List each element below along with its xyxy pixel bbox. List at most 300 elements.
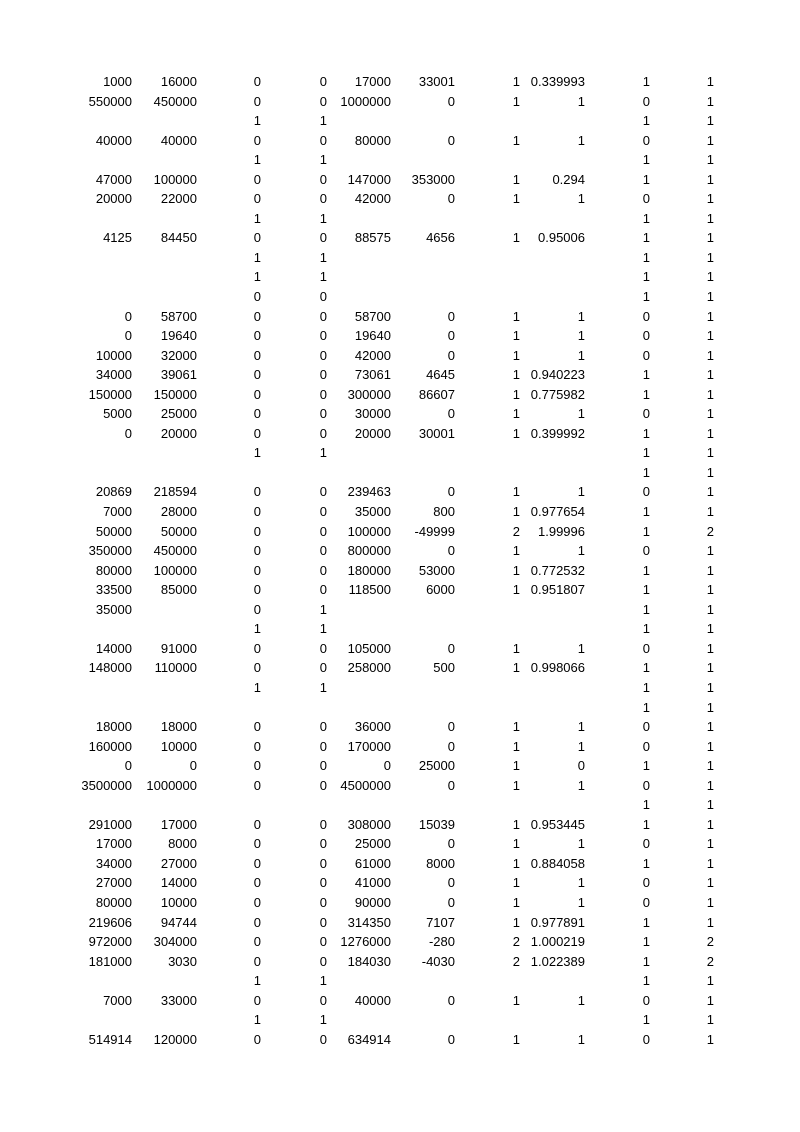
- table-cell-col-10: 1: [706, 582, 714, 598]
- table-cell-col-9: 1: [642, 230, 650, 246]
- table-cell-col-3: 0: [253, 406, 261, 422]
- table-cell-col-1: 514914: [88, 1031, 132, 1047]
- table-cell-col-10: 1: [706, 191, 714, 207]
- table-cell-col-10: 1: [706, 875, 714, 891]
- table-cell-col-3: 0: [253, 562, 261, 578]
- table-cell-col-3: 0: [253, 386, 261, 402]
- table-cell-col-10: 1: [706, 992, 714, 1008]
- table-row: [0, 952, 800, 972]
- table-cell-col-4: 0: [319, 914, 327, 930]
- table-cell-col-6: 800: [433, 504, 455, 520]
- table-cell-col-9: 0: [642, 836, 650, 852]
- table-cell-col-6: 30001: [418, 425, 455, 441]
- table-cell-col-3: 1: [253, 210, 261, 226]
- table-cell-col-10: 1: [706, 425, 714, 441]
- table-cell-col-8: 1: [577, 93, 585, 109]
- table-cell-col-1: 34000: [95, 855, 132, 871]
- table-cell-col-9: 0: [642, 347, 650, 363]
- table-cell-col-3: 0: [253, 484, 261, 500]
- table-cell-col-10: 1: [706, 973, 714, 989]
- table-cell-col-2: 14000: [160, 875, 197, 891]
- table-row: [0, 92, 800, 112]
- table-cell-col-9: 1: [642, 289, 650, 305]
- table-cell-col-10: 1: [706, 601, 714, 617]
- table-cell-col-2: 0: [189, 758, 197, 774]
- table-cell-col-2: 20000: [160, 425, 197, 441]
- table-cell-col-1: 33500: [95, 582, 132, 598]
- table-cell-col-4: 0: [319, 719, 327, 735]
- table-cell-col-3: 1: [253, 113, 261, 129]
- table-row: [0, 365, 800, 385]
- table-cell-col-5: 30000: [354, 406, 391, 422]
- table-cell-col-8: 0.998066: [530, 660, 585, 676]
- table-cell-col-5: 42000: [354, 191, 391, 207]
- table-cell-col-4: 1: [319, 445, 327, 461]
- table-cell-col-4: 0: [319, 562, 327, 578]
- table-cell-col-4: 0: [319, 74, 327, 89]
- table-cell-col-4: 0: [319, 836, 327, 852]
- table-cell-col-7: 1: [512, 347, 520, 363]
- table-cell-col-2: 218594: [153, 484, 197, 500]
- table-cell-col-2: 91000: [160, 640, 197, 656]
- table-cell-col-2: 58700: [160, 308, 197, 324]
- table-cell-col-9: 1: [642, 953, 650, 969]
- table-cell-col-7: 1: [512, 484, 520, 500]
- table-cell-col-1: 14000: [95, 640, 132, 656]
- table-cell-col-3: 0: [253, 953, 261, 969]
- table-cell-col-2: 27000: [160, 855, 197, 871]
- table-cell-col-5: 180000: [347, 562, 391, 578]
- table-cell-col-5: 58700: [354, 308, 391, 324]
- table-cell-col-10: 1: [706, 758, 714, 774]
- table-cell-col-10: 1: [706, 445, 714, 461]
- table-cell-col-9: 1: [642, 504, 650, 520]
- table-cell-col-9: 1: [642, 679, 650, 695]
- table-cell-col-10: 1: [706, 836, 714, 852]
- table-cell-col-4: 0: [319, 191, 327, 207]
- table-cell-col-1: 20869: [95, 484, 132, 500]
- table-cell-col-8: 1: [577, 992, 585, 1008]
- table-cell-col-1: 7000: [103, 504, 132, 520]
- table-cell-col-4: 0: [319, 289, 327, 305]
- table-cell-col-9: 1: [642, 523, 650, 539]
- table-cell-col-10: 1: [706, 308, 714, 324]
- table-cell-col-8: 1: [577, 875, 585, 891]
- table-cell-col-2: 450000: [153, 93, 197, 109]
- table-cell-col-8: 1: [577, 406, 585, 422]
- table-cell-col-3: 0: [253, 347, 261, 363]
- table-cell-col-1: 0: [124, 308, 132, 324]
- table-cell-col-6: 53000: [418, 562, 455, 578]
- table-cell-col-1: 7000: [103, 992, 132, 1008]
- table-row: [0, 228, 800, 248]
- table-cell-col-6: 0: [447, 738, 455, 754]
- table-cell-col-3: 0: [253, 894, 261, 910]
- table-cell-col-5: 118500: [348, 582, 391, 598]
- table-cell-col-9: 1: [642, 249, 650, 265]
- table-cell-col-10: 1: [706, 93, 714, 109]
- table-cell-col-4: 0: [319, 660, 327, 676]
- table-cell-col-1: 972000: [88, 934, 132, 950]
- table-cell-col-8: 0.977891: [530, 914, 585, 930]
- table-row: [0, 913, 800, 933]
- table-cell-col-1: 50000: [95, 523, 132, 539]
- table-cell-col-6: 0: [447, 719, 455, 735]
- table-cell-col-8: 1: [577, 132, 585, 148]
- table-cell-col-9: 1: [642, 1012, 650, 1028]
- table-cell-col-9: 1: [642, 601, 650, 617]
- table-row: [0, 209, 800, 229]
- table-cell-col-8: 1: [577, 484, 585, 500]
- table-row: [0, 287, 800, 307]
- table-cell-col-9: 1: [642, 113, 650, 129]
- table-cell-col-8: 1: [577, 191, 585, 207]
- table-cell-col-6: 0: [447, 328, 455, 344]
- table-cell-col-10: 1: [706, 113, 714, 129]
- table-row: [0, 1030, 800, 1050]
- table-cell-col-4: 0: [319, 308, 327, 324]
- table-cell-col-5: 308000: [347, 816, 391, 832]
- table-cell-col-4: 0: [319, 738, 327, 754]
- table-cell-col-1: 18000: [95, 719, 132, 735]
- table-cell-col-9: 0: [642, 777, 650, 793]
- table-cell-col-3: 0: [253, 367, 261, 383]
- table-cell-col-4: 0: [319, 132, 327, 148]
- table-cell-col-1: 80000: [95, 894, 132, 910]
- table-cell-col-3: 0: [253, 308, 261, 324]
- table-cell-col-7: 1: [512, 777, 520, 793]
- table-cell-col-1: 291000: [88, 816, 132, 832]
- table-cell-col-7: 1: [512, 894, 520, 910]
- table-row: [0, 737, 800, 757]
- table-cell-col-5: 25000: [354, 836, 391, 852]
- table-cell-col-2: 110000: [154, 660, 197, 676]
- table-cell-col-1: 40000: [95, 132, 132, 148]
- table-cell-col-2: 28000: [160, 504, 197, 520]
- table-cell-col-4: 0: [319, 171, 327, 187]
- table-row: [0, 443, 800, 463]
- table-cell-col-8: 1.99996: [538, 523, 585, 539]
- table-cell-col-8: 0.772532: [530, 562, 585, 578]
- table-cell-col-3: 1: [253, 445, 261, 461]
- table-row: [0, 932, 800, 952]
- table-cell-col-10: 1: [706, 464, 714, 480]
- table-cell-col-4: 0: [319, 816, 327, 832]
- table-cell-col-4: 1: [319, 1012, 327, 1028]
- table-cell-col-4: 0: [319, 1031, 327, 1047]
- table-cell-col-4: 0: [319, 386, 327, 402]
- table-cell-col-10: 1: [706, 367, 714, 383]
- table-cell-col-5: 100000: [347, 523, 391, 539]
- table-cell-col-6: 86607: [418, 386, 455, 402]
- table-cell-col-3: 0: [253, 992, 261, 1008]
- table-cell-col-7: 1: [512, 367, 520, 383]
- table-cell-col-4: 0: [319, 855, 327, 871]
- table-cell-col-2: 100000: [153, 171, 197, 187]
- table-cell-col-7: 1: [512, 836, 520, 852]
- table-cell-col-1: 80000: [95, 562, 132, 578]
- table-cell-col-9: 0: [642, 992, 650, 1008]
- table-cell-col-10: 1: [706, 504, 714, 520]
- table-cell-col-2: 84450: [160, 230, 197, 246]
- table-cell-col-3: 0: [253, 93, 261, 109]
- table-row: [0, 131, 800, 151]
- table-cell-col-9: 0: [642, 894, 650, 910]
- table-cell-col-10: 1: [706, 719, 714, 735]
- table-cell-col-1: 47000: [95, 171, 132, 187]
- table-cell-col-1: 160000: [88, 738, 132, 754]
- table-cell-col-3: 0: [253, 74, 261, 89]
- table-cell-col-4: 0: [319, 230, 327, 246]
- table-row: [0, 580, 800, 600]
- table-cell-col-8: 0: [577, 758, 585, 774]
- table-cell-col-9: 1: [642, 699, 650, 715]
- table-row: [0, 463, 800, 483]
- table-row: [0, 698, 800, 718]
- table-cell-col-4: 0: [319, 543, 327, 559]
- table-cell-col-5: 314350: [347, 914, 391, 930]
- table-cell-col-6: 0: [447, 132, 455, 148]
- table-cell-col-6: 0: [447, 347, 455, 363]
- table-cell-col-8: 1: [577, 738, 585, 754]
- table-cell-col-2: 39061: [160, 367, 197, 383]
- table-cell-col-4: 0: [319, 934, 327, 950]
- table-row: [0, 248, 800, 268]
- table-row: [0, 385, 800, 405]
- table-cell-col-6: 500: [433, 660, 455, 676]
- table-cell-col-6: -49999: [414, 523, 455, 539]
- table-cell-col-8: 1.000219: [530, 934, 585, 950]
- table-cell-col-9: 1: [642, 367, 650, 383]
- table-cell-col-6: 0: [447, 93, 455, 109]
- table-cell-col-4: 0: [319, 93, 327, 109]
- table-cell-col-1: 10000: [95, 347, 132, 363]
- table-cell-col-10: 1: [706, 132, 714, 148]
- table-row: [0, 189, 800, 209]
- table-cell-col-8: 0.977654: [530, 504, 585, 520]
- table-cell-col-6: 0: [447, 484, 455, 500]
- table-cell-col-1: 0: [124, 758, 132, 774]
- table-cell-col-2: 450000: [153, 543, 197, 559]
- table-cell-col-7: 1: [512, 425, 520, 441]
- table-cell-col-7: 1: [512, 816, 520, 832]
- table-cell-col-5: 36000: [354, 719, 391, 735]
- table-cell-col-4: 1: [319, 210, 327, 226]
- table-cell-col-3: 1: [253, 973, 261, 989]
- table-cell-col-9: 0: [642, 308, 650, 324]
- table-cell-col-9: 0: [642, 328, 650, 344]
- table-cell-col-8: 1: [577, 640, 585, 656]
- table-cell-col-7: 1: [512, 855, 520, 871]
- table-cell-col-8: 0.339993: [530, 74, 585, 89]
- table-cell-col-5: 42000: [354, 347, 391, 363]
- table-cell-col-3: 0: [253, 914, 261, 930]
- table-cell-col-10: 2: [706, 953, 714, 969]
- table-cell-col-2: 22000: [160, 191, 197, 207]
- table-cell-col-8: 1: [577, 308, 585, 324]
- table-cell-col-10: 1: [706, 777, 714, 793]
- table-row: [0, 854, 800, 874]
- table-cell-col-3: 0: [253, 855, 261, 871]
- table-cell-col-5: 90000: [354, 894, 391, 910]
- table-cell-col-6: 0: [447, 308, 455, 324]
- table-cell-col-10: 1: [706, 289, 714, 305]
- table-cell-col-3: 0: [253, 738, 261, 754]
- table-cell-col-3: 1: [253, 249, 261, 265]
- table-row: [0, 834, 800, 854]
- table-cell-col-1: 27000: [95, 875, 132, 891]
- table-cell-col-4: 0: [319, 640, 327, 656]
- table-cell-col-3: 1: [253, 1012, 261, 1028]
- table-row: [0, 639, 800, 659]
- table-cell-col-9: 1: [642, 445, 650, 461]
- table-cell-col-2: 16000: [160, 74, 197, 89]
- table-cell-col-7: 2: [512, 953, 520, 969]
- table-cell-col-4: 0: [319, 504, 327, 520]
- table-cell-col-10: 1: [706, 386, 714, 402]
- table-cell-col-9: 1: [642, 171, 650, 187]
- table-cell-col-7: 1: [512, 1031, 520, 1047]
- table-cell-col-4: 1: [319, 152, 327, 168]
- table-cell-col-1: 0: [124, 328, 132, 344]
- table-cell-col-4: 0: [319, 484, 327, 500]
- table-cell-col-7: 1: [512, 74, 520, 89]
- table-cell-col-6: 353000: [411, 171, 455, 187]
- table-cell-col-10: 2: [706, 934, 714, 950]
- table-cell-col-7: 1: [512, 914, 520, 930]
- table-cell-col-8: 1: [577, 543, 585, 559]
- table-cell-col-1: 181000: [88, 953, 132, 969]
- table-cell-col-1: 35000: [95, 601, 132, 617]
- table-cell-col-6: 0: [447, 836, 455, 852]
- table-row: [0, 776, 800, 796]
- table-cell-col-3: 1: [253, 621, 261, 637]
- table-cell-col-10: 1: [706, 679, 714, 695]
- table-cell-col-3: 0: [253, 601, 261, 617]
- table-cell-col-7: 1: [512, 562, 520, 578]
- table-cell-col-3: 0: [253, 191, 261, 207]
- table-cell-col-3: 0: [253, 171, 261, 187]
- table-cell-col-1: 34000: [95, 367, 132, 383]
- table-cell-col-9: 1: [642, 797, 650, 813]
- table-row: [0, 267, 800, 287]
- table-cell-col-4: 0: [319, 992, 327, 1008]
- table-cell-col-10: 1: [706, 660, 714, 676]
- table-cell-col-1: 1000: [103, 74, 132, 89]
- table-cell-col-10: 1: [706, 152, 714, 168]
- table-row: [0, 541, 800, 561]
- table-cell-col-9: 0: [642, 132, 650, 148]
- table-cell-col-3: 0: [253, 816, 261, 832]
- table-cell-col-8: 0.294: [552, 171, 585, 187]
- table-cell-col-4: 1: [319, 601, 327, 617]
- table-cell-col-1: 3500000: [81, 777, 132, 793]
- table-cell-col-3: 0: [253, 1031, 261, 1047]
- table-cell-col-2: 40000: [160, 132, 197, 148]
- table-cell-col-7: 1: [512, 582, 520, 598]
- table-row: [0, 170, 800, 190]
- table-cell-col-10: 1: [706, 621, 714, 637]
- table-cell-col-9: 1: [642, 855, 650, 871]
- table-cell-col-10: 1: [706, 406, 714, 422]
- table-cell-col-9: 0: [642, 543, 650, 559]
- table-cell-col-9: 0: [642, 719, 650, 735]
- table-cell-col-10: 1: [706, 640, 714, 656]
- table-cell-col-10: 2: [706, 523, 714, 539]
- table-cell-col-8: 0.884058: [530, 855, 585, 871]
- table-cell-col-5: 300000: [347, 386, 391, 402]
- table-cell-col-9: 1: [642, 464, 650, 480]
- table-cell-col-5: 170000: [347, 738, 391, 754]
- table-row: [0, 658, 800, 678]
- table-cell-col-6: 0: [447, 406, 455, 422]
- table-row: [0, 815, 800, 835]
- table-cell-col-5: 19640: [354, 328, 391, 344]
- table-cell-col-9: 0: [642, 1031, 650, 1047]
- table-cell-col-10: 1: [706, 484, 714, 500]
- table-cell-col-8: 1.022389: [530, 953, 585, 969]
- table-row: [0, 72, 800, 92]
- table-cell-col-5: 41000: [354, 875, 391, 891]
- table-cell-col-3: 0: [253, 289, 261, 305]
- data-sheet: [0, 72, 800, 1049]
- table-cell-col-3: 0: [253, 582, 261, 598]
- table-cell-col-2: 3030: [168, 953, 197, 969]
- table-row: [0, 873, 800, 893]
- table-row: [0, 404, 800, 424]
- table-cell-col-9: 0: [642, 93, 650, 109]
- table-cell-col-7: 1: [512, 719, 520, 735]
- table-cell-col-5: 1000000: [340, 93, 391, 109]
- table-cell-col-9: 0: [642, 406, 650, 422]
- table-cell-col-7: 1: [512, 640, 520, 656]
- table-cell-col-10: 1: [706, 1031, 714, 1047]
- table-cell-col-10: 1: [706, 1012, 714, 1028]
- table-row: [0, 1010, 800, 1030]
- table-cell-col-9: 0: [642, 738, 650, 754]
- table-cell-col-8: 0.953445: [530, 816, 585, 832]
- table-cell-col-9: 1: [642, 973, 650, 989]
- table-cell-col-2: 120000: [153, 1031, 197, 1047]
- table-cell-col-10: 1: [706, 894, 714, 910]
- table-cell-col-5: 184030: [347, 953, 391, 969]
- table-cell-col-7: 1: [512, 132, 520, 148]
- table-cell-col-4: 0: [319, 953, 327, 969]
- table-cell-col-6: 0: [447, 992, 455, 1008]
- table-cell-col-9: 1: [642, 74, 650, 89]
- table-cell-col-4: 0: [319, 367, 327, 383]
- table-cell-col-7: 1: [512, 308, 520, 324]
- table-cell-col-9: 1: [642, 210, 650, 226]
- table-cell-col-1: 150000: [88, 386, 132, 402]
- table-cell-col-9: 1: [642, 816, 650, 832]
- table-cell-col-9: 1: [642, 269, 650, 285]
- table-cell-col-8: 1: [577, 347, 585, 363]
- table-row: [0, 756, 800, 776]
- table-cell-col-6: -4030: [421, 953, 455, 969]
- table-cell-col-9: 1: [642, 582, 650, 598]
- table-cell-col-10: 1: [706, 816, 714, 832]
- table-cell-col-6: 0: [447, 875, 455, 891]
- table-cell-col-7: 1: [512, 992, 520, 1008]
- table-cell-col-6: 8000: [426, 855, 455, 871]
- table-cell-col-6: 4656: [426, 230, 455, 246]
- table-cell-col-10: 1: [706, 738, 714, 754]
- table-cell-col-4: 0: [319, 875, 327, 891]
- table-cell-col-9: 1: [642, 758, 650, 774]
- table-cell-col-4: 0: [319, 523, 327, 539]
- table-row: [0, 717, 800, 737]
